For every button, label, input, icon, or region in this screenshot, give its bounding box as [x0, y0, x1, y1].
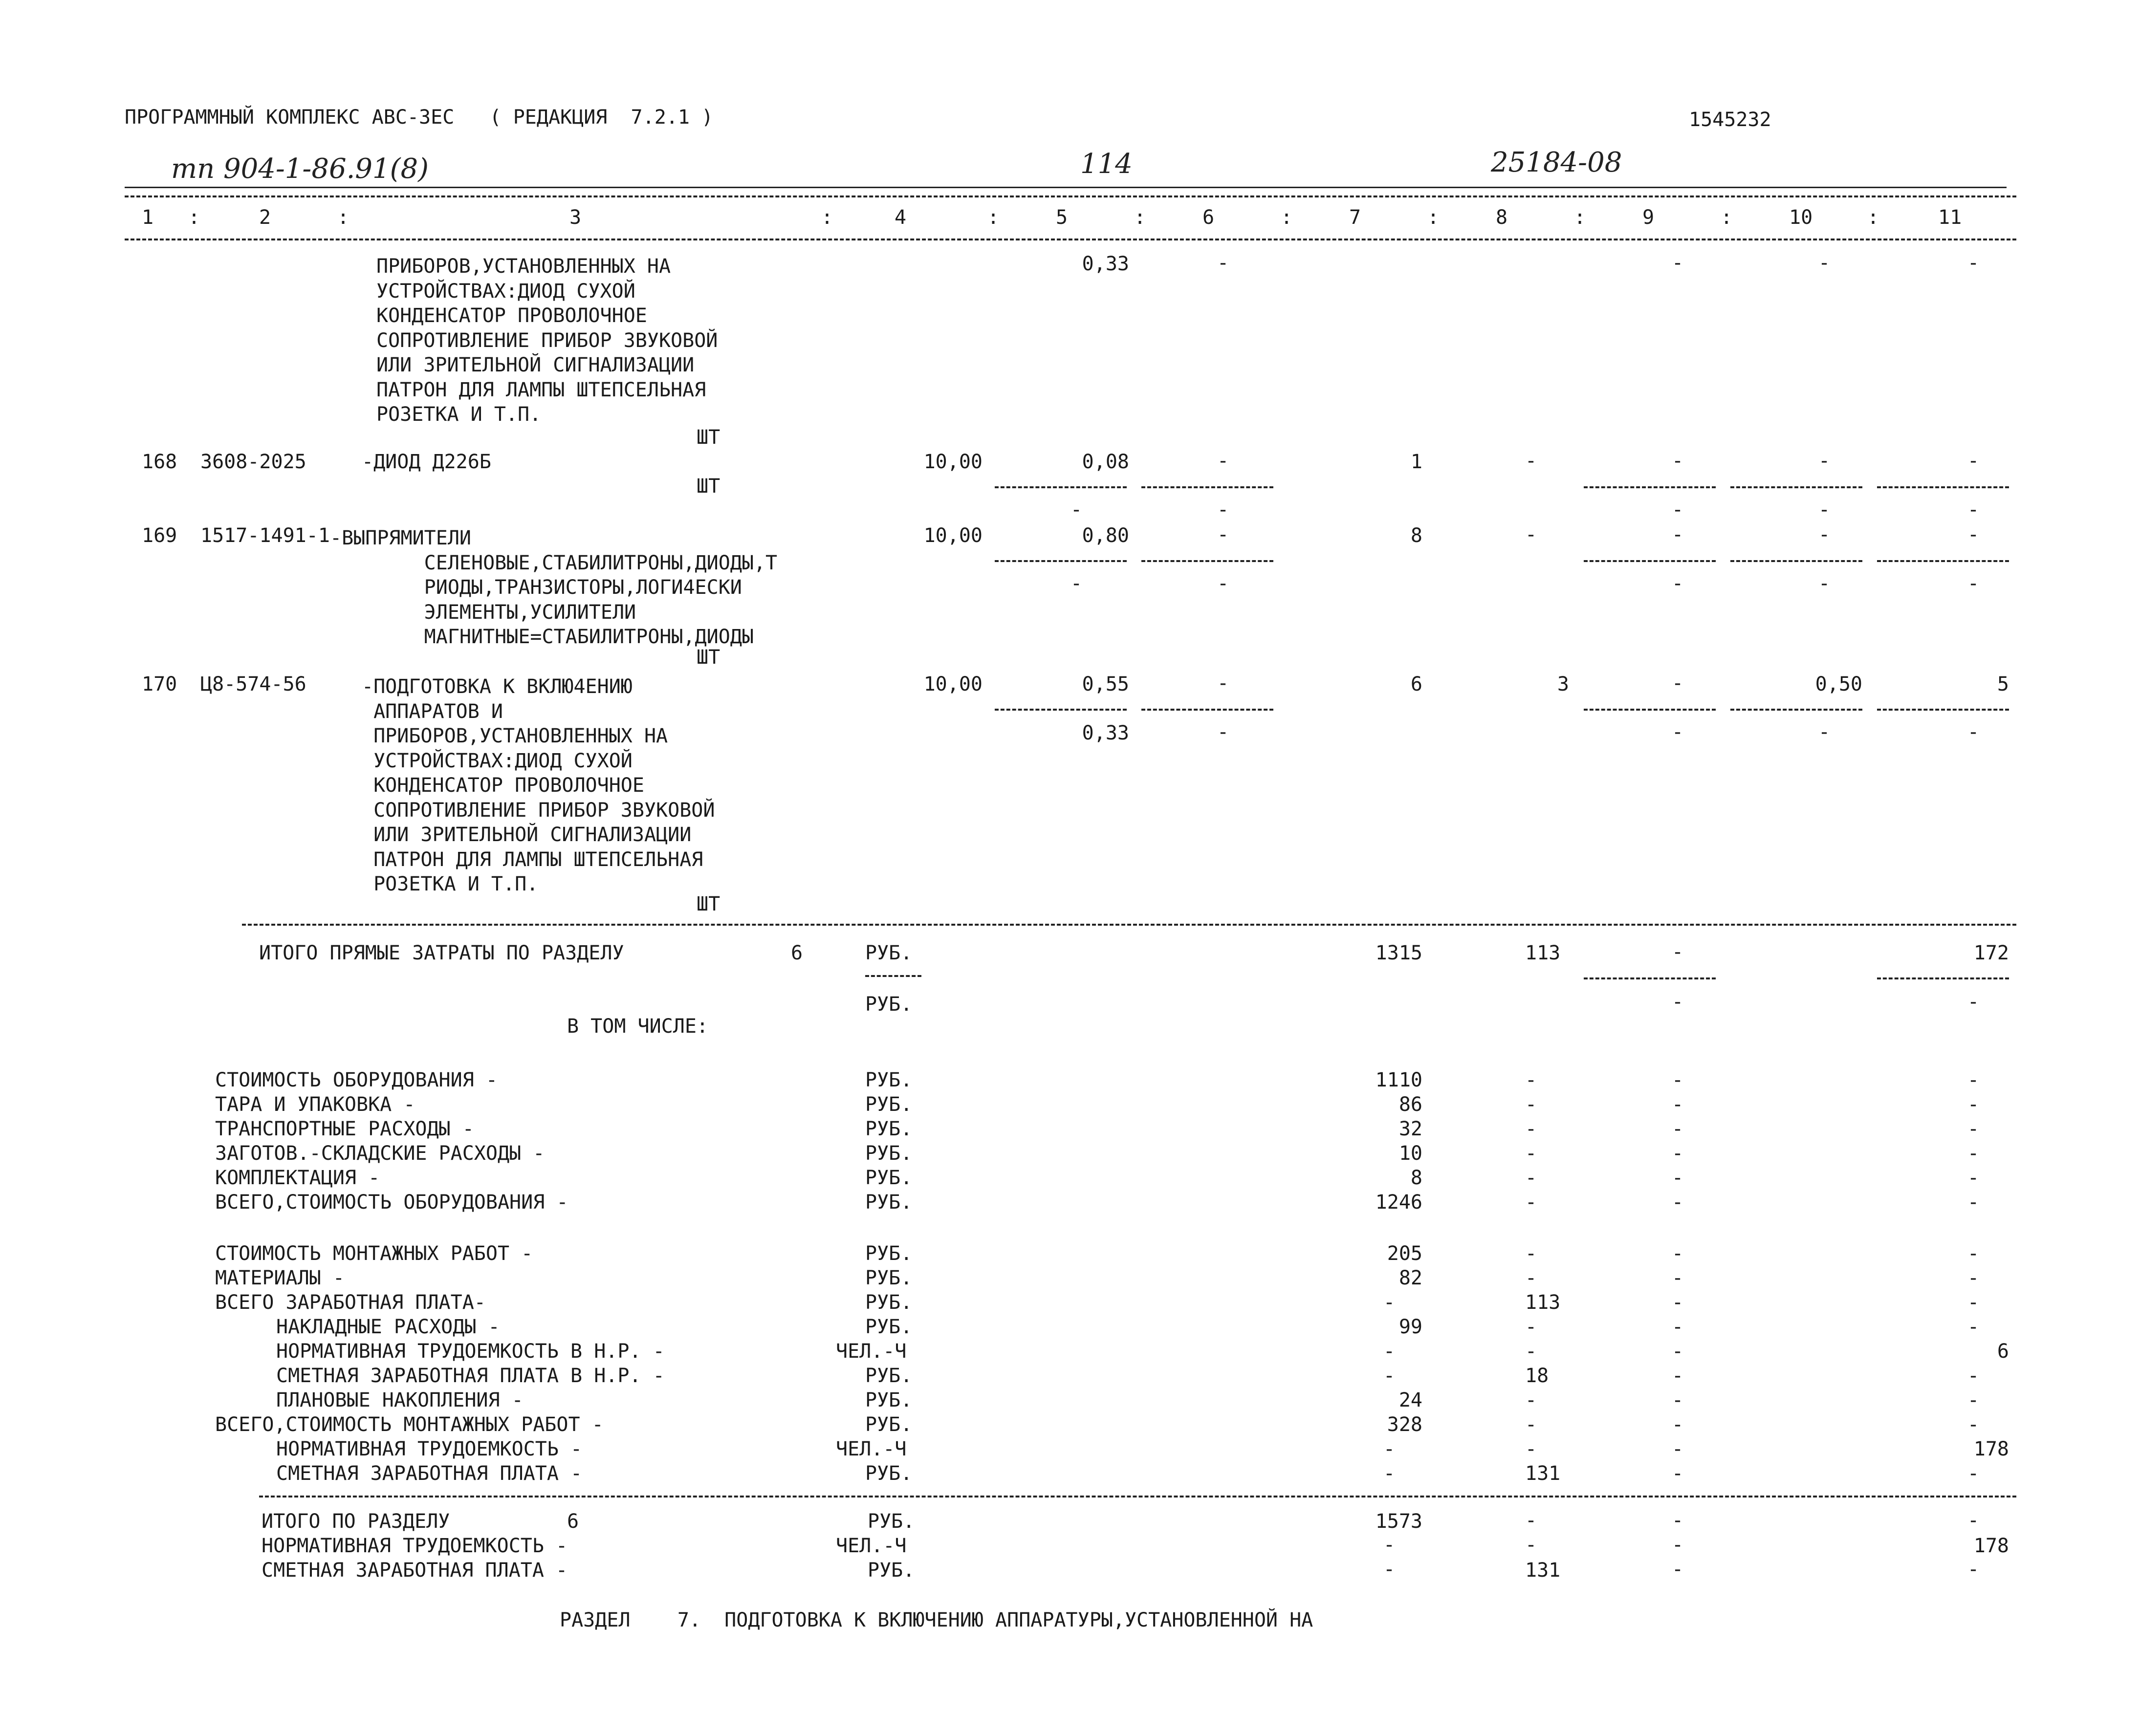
breakdown-unit: РУБ. [865, 1191, 913, 1214]
breakdown-c9: - [1672, 1069, 1684, 1091]
cell-c6: - [1217, 252, 1229, 274]
item-number: 169 [142, 524, 177, 547]
breakdown-c9: - [1672, 1438, 1684, 1460]
breakdown-c11: - [1967, 1267, 1980, 1289]
item-description: -ПОДГОТОВКА К ВКЛЮ4ЕНИЮ АППАРАТОВ И ПРИБОРОВ,УСТАНОВЛЕННЫХ НА УСТРОЙСТВАХ:ДИОД СУХОЙ КОНДЕНСАТОР ПРОВОЛОЧНОЕ СОПРОТИВЛЕНИЕ ПРИБОР ЗВУКОВОЙ ИЛИ ЗРИТЕЛЬНОЙ СИГНАЛИЗАЦИИ ПАТРОН ДЛЯ ЛАМПЫ ШТЕПСЕЛЬНАЯ РОЗЕТКА И Т.П. [362, 675, 715, 895]
direct-costs-c11: 172 [1973, 942, 2009, 964]
cell-divider [1584, 977, 1716, 979]
breakdown-unit: ЧЕЛ.-Ч [836, 1438, 907, 1460]
breakdown-unit: РУБ. [865, 1291, 913, 1314]
breakdown-label: ТАРА И УПАКОВКА - [215, 1093, 415, 1116]
handwritten-page-number: 114 [1080, 148, 1133, 180]
cell-c6-second: - [1217, 572, 1229, 595]
breakdown-c11: - [1967, 1093, 1980, 1116]
cell-divider [995, 709, 1127, 711]
breakdown-c11: - [1967, 1142, 1980, 1165]
breakdown-c11: - [1967, 1242, 1980, 1265]
col-5: 5 [1056, 206, 1068, 229]
breakdown-label: ПЛАНОВЫЕ НАКОПЛЕНИЯ - [276, 1389, 524, 1411]
col-sep: : [1721, 206, 1733, 229]
cell-c4: 10,00 [923, 451, 983, 473]
cell-c8: - [1525, 450, 1537, 472]
direct-costs-label: ИТОГО ПРЯМЫЕ ЗАТРАТЫ ПО РАЗДЕЛУ [259, 942, 624, 964]
breakdown-c7: 1246 [1375, 1191, 1422, 1214]
breakdown-c8: - [1525, 1242, 1537, 1265]
cell-c11-second: - [1967, 721, 1980, 743]
direct-costs-unit: РУБ. [865, 942, 913, 964]
cell-divider [1877, 709, 2009, 711]
col-sep: : [1574, 206, 1586, 229]
col-1: 1 [142, 206, 154, 229]
breakdown-c11: 178 [1973, 1438, 2009, 1460]
breakdown-c8: - [1525, 1413, 1537, 1436]
cell-c10-second: - [1818, 499, 1831, 521]
cell-divider [1584, 486, 1716, 488]
cell-c5-second: 0,33 [1082, 722, 1129, 744]
section-wage-c7: - [1383, 1558, 1396, 1581]
cell-c9: - [1672, 450, 1684, 472]
breakdown-unit: РУБ. [865, 1462, 913, 1485]
breakdown-unit: РУБ. [865, 1118, 913, 1140]
breakdown-label: НОРМАТИВНАЯ ТРУДОЕМКОСТЬ - [276, 1438, 583, 1460]
cell-c11-second: - [1967, 572, 1980, 595]
cell-c10: - [1818, 523, 1831, 546]
breakdown-c11: - [1967, 1069, 1980, 1091]
section-wage-c9: - [1672, 1558, 1684, 1581]
breakdown-c11: - [1967, 1365, 1980, 1387]
section-total-c11: - [1967, 1509, 1980, 1532]
cell-divider [865, 975, 921, 977]
breakdown-c7: - [1383, 1462, 1396, 1485]
direct-costs-unit-second: РУБ. [865, 993, 913, 1016]
cell-c4: 10,00 [923, 524, 983, 547]
section-wage-c11: - [1967, 1558, 1980, 1581]
breakdown-c8: - [1525, 1118, 1537, 1140]
cell-divider [1877, 486, 2009, 488]
breakdown-label: ВСЕГО,СТОИМОСТЬ МОНТАЖНЫХ РАБОТ - [215, 1413, 604, 1436]
section-total-c8: - [1525, 1509, 1537, 1532]
section-total-c9: - [1672, 1509, 1684, 1532]
cell-c5: 0,55 [1082, 673, 1129, 695]
breakdown-c9: - [1672, 1267, 1684, 1289]
cell-divider [1141, 560, 1273, 562]
breakdown-unit: РУБ. [865, 1069, 913, 1091]
section-labor-c9: - [1672, 1534, 1684, 1556]
item-code: 3608-2025 [200, 451, 306, 473]
breakdown-c8: - [1525, 1316, 1537, 1338]
breakdown-c7: 86 [1398, 1093, 1422, 1116]
section-wage-c8: 131 [1525, 1559, 1561, 1582]
breakdown-c11: 6 [1997, 1340, 2009, 1363]
section-labor-c8: - [1525, 1534, 1537, 1556]
breakdown-c8: - [1525, 1267, 1537, 1289]
cell-c5: 0,80 [1082, 524, 1129, 547]
breakdown-label: СМЕТНАЯ ЗАРАБОТНАЯ ПЛАТА В Н.Р. - [276, 1365, 665, 1387]
breakdown-label: МАТЕРИАЛЫ - [215, 1267, 345, 1289]
breakdown-label: НАКЛАДНЫЕ РАСХОДЫ - [276, 1316, 500, 1338]
col-10: 10 [1789, 206, 1813, 229]
item-unit: ШТ [697, 646, 721, 669]
cell-c6-second: - [1217, 721, 1229, 743]
breakdown-unit: РУБ. [865, 1413, 913, 1436]
program-title: ПРОГРАММНЫЙ КОМПЛЕКС АВС-3ЕС ( РЕДАКЦИЯ 7.2.1 ) [125, 106, 714, 129]
cell-c4: 10,00 [923, 673, 983, 695]
breakdown-label: СМЕТНАЯ ЗАРАБОТНАЯ ПЛАТА - [276, 1462, 583, 1485]
breakdown-c8: - [1525, 1340, 1537, 1363]
breakdown-c11: - [1967, 1316, 1980, 1338]
breakdown-label: ТРАНСПОРТНЫЕ РАСХОДЫ - [215, 1118, 474, 1140]
breakdown-c9: - [1672, 1389, 1684, 1411]
item-number: 168 [142, 451, 177, 473]
item-description: -ВЫПРЯМИТЕЛИ СЕЛЕНОВЫЕ,СТАБИЛИТРОНЫ,ДИОДЫ,Т РИОДЫ,ТРАНЗИСТОРЫ,ЛОГИ4ЕСКИ ЭЛЕМЕНТЫ,УСИЛИТЕЛИ МАГНИТНЫЕ=СТАБИЛИТРОНЫ,ДИОДЫ [330, 527, 778, 648]
cell-c11-second: - [1967, 499, 1980, 521]
breakdown-c7: - [1383, 1365, 1396, 1387]
cell-c7: 1 [1410, 451, 1422, 473]
breakdown-c9: - [1672, 1167, 1684, 1189]
direct-costs-c11-second: - [1967, 991, 1980, 1013]
breakdown-label: НОРМАТИВНАЯ ТРУДОЕМКОСТЬ В Н.Р. - [276, 1340, 665, 1363]
breakdown-c11: - [1967, 1413, 1980, 1436]
cell-divider [1730, 709, 1862, 711]
section-labor-c11: 178 [1973, 1535, 2009, 1557]
col-sep: : [1867, 206, 1879, 229]
section-total-label: ИТОГО ПО РАЗДЕЛУ [262, 1510, 450, 1533]
table-top-rule [125, 195, 2016, 197]
cell-c8: - [1525, 523, 1537, 546]
direct-costs-c9: - [1672, 941, 1684, 963]
breakdown-c9: - [1672, 1462, 1684, 1485]
section-total-unit: РУБ. [868, 1510, 915, 1533]
col-8: 8 [1496, 206, 1508, 229]
breakdown-c8: 18 [1525, 1365, 1549, 1387]
cell-divider [1584, 560, 1716, 562]
breakdown-unit: РУБ. [865, 1142, 913, 1165]
cell-c6: - [1217, 672, 1229, 694]
section-total-number: 6 [567, 1510, 579, 1533]
col-6: 6 [1202, 206, 1215, 229]
cell-c8: 3 [1557, 673, 1569, 695]
cell-c6: - [1217, 450, 1229, 472]
breakdown-unit: РУБ. [865, 1389, 913, 1411]
section-wage-label: СМЕТНАЯ ЗАРАБОТНАЯ ПЛАТА - [262, 1559, 568, 1582]
breakdown-label: ВСЕГО,СТОИМОСТЬ ОБОРУДОВАНИЯ - [215, 1191, 568, 1214]
item-name: -ДИОД Д226Б [362, 451, 491, 473]
cell-divider [1730, 560, 1862, 562]
item-number: 170 [142, 673, 177, 695]
section-wage-unit: РУБ. [868, 1559, 915, 1582]
breakdown-c7: 32 [1398, 1118, 1422, 1140]
section-labor-unit: ЧЕЛ.-Ч [836, 1535, 907, 1557]
cell-c11: - [1967, 523, 1980, 546]
col-sep: : [188, 206, 200, 229]
breakdown-c11: - [1967, 1167, 1980, 1189]
cell-c7: 8 [1410, 524, 1422, 547]
breakdown-unit: РУБ. [865, 1167, 913, 1189]
cell-c9: - [1672, 252, 1684, 274]
col-sep: : [1281, 206, 1293, 229]
direct-costs-c8: 113 [1525, 942, 1561, 964]
items-bottom-rule [242, 924, 2016, 926]
breakdown-c11: - [1967, 1191, 1980, 1214]
breakdown-c11: - [1967, 1291, 1980, 1314]
breakdown-c8: - [1525, 1167, 1537, 1189]
cell-c9: - [1672, 672, 1684, 694]
cell-c10-second: - [1818, 572, 1831, 595]
cell-divider [1584, 709, 1716, 711]
cell-c9: - [1672, 523, 1684, 546]
cell-c9-second: - [1672, 499, 1684, 521]
cell-c5: 0,33 [1082, 253, 1129, 275]
cell-c9-second: - [1672, 572, 1684, 595]
direct-costs-c7: 1315 [1375, 942, 1422, 964]
cell-c10: 0,50 [1815, 673, 1862, 695]
item-code: 1517-1491-1 [200, 524, 330, 547]
breakdown-c8: - [1525, 1191, 1537, 1214]
section-total-c7: 1573 [1375, 1510, 1422, 1533]
direct-costs-c9-second: - [1672, 991, 1684, 1013]
breakdown-c7: - [1383, 1340, 1396, 1363]
cell-divider [1141, 486, 1273, 488]
col-sep: : [337, 206, 349, 229]
breakdown-unit: РУБ. [865, 1093, 913, 1116]
breakdown-c7: 8 [1410, 1167, 1422, 1189]
cell-c5-second: - [1070, 572, 1083, 595]
cell-c11: - [1967, 450, 1980, 472]
including-heading: В ТОМ ЧИСЛЕ: [567, 1015, 708, 1038]
breakdown-c7: 24 [1398, 1389, 1422, 1411]
breakdown-c9: - [1672, 1340, 1684, 1363]
item-unit: ШТ [697, 475, 721, 498]
cell-divider [1877, 560, 2009, 562]
cell-c5: 0,08 [1082, 451, 1129, 473]
breakdown-c9: - [1672, 1191, 1684, 1214]
breakdown-c9: - [1672, 1365, 1684, 1387]
breakdown-label: СТОИМОСТЬ ОБОРУДОВАНИЯ - [215, 1069, 498, 1091]
col-3: 3 [569, 206, 582, 229]
cell-divider [1141, 709, 1273, 711]
breakdown-c11: - [1967, 1118, 1980, 1140]
document-number: 1545232 [1689, 108, 1771, 131]
breakdown-unit: РУБ. [865, 1267, 913, 1289]
col-sep: : [987, 206, 1000, 229]
breakdown-c9: - [1672, 1413, 1684, 1436]
handwritten-estimate-number: 25184-08 [1491, 147, 1622, 178]
col-sep: : [1427, 206, 1440, 229]
cell-c5-second: - [1070, 499, 1083, 521]
breakdown-c8: - [1525, 1069, 1537, 1091]
handwritten-underline [125, 187, 2007, 188]
cell-c10-second: - [1818, 721, 1831, 743]
handwritten-project-code: тп 904-1-86.91(8) [171, 153, 429, 185]
cell-divider [1730, 486, 1862, 488]
cell-c10: - [1818, 252, 1831, 274]
col-sep: : [821, 206, 833, 229]
breakdown-c9: - [1672, 1093, 1684, 1116]
section-labor-label: НОРМАТИВНАЯ ТРУДОЕМКОСТЬ - [262, 1535, 568, 1557]
cell-divider [995, 486, 1127, 488]
breakdown-unit: ЧЕЛ.-Ч [836, 1340, 907, 1363]
col-4: 4 [895, 206, 907, 229]
cell-divider [1877, 977, 2009, 979]
breakdown-c8: - [1525, 1389, 1537, 1411]
breakdown-c11: - [1967, 1389, 1980, 1411]
cell-c10: - [1818, 450, 1831, 472]
direct-costs-section: 6 [791, 942, 803, 964]
breakdown-c7: 205 [1387, 1242, 1422, 1265]
breakdown-c9: - [1672, 1118, 1684, 1140]
breakdown-label: СТОИМОСТЬ МОНТАЖНЫХ РАБОТ - [215, 1242, 533, 1265]
breakdown-c7: - [1383, 1438, 1396, 1460]
breakdown-c11: - [1967, 1462, 1980, 1485]
breakdown-c8: - [1525, 1142, 1537, 1165]
cell-c6: - [1217, 523, 1229, 546]
breakdown-unit: РУБ. [865, 1316, 913, 1338]
col-7: 7 [1349, 206, 1361, 229]
item-unit: ШТ [697, 426, 721, 449]
breakdown-c8: 131 [1525, 1462, 1561, 1485]
breakdown-c7: 99 [1398, 1316, 1422, 1338]
breakdown-unit: РУБ. [865, 1365, 913, 1387]
breakdown-c8: - [1525, 1093, 1537, 1116]
breakdown-unit: РУБ. [865, 1242, 913, 1265]
item-unit: ШТ [697, 893, 721, 915]
breakdown-label: ВСЕГО ЗАРАБОТНАЯ ПЛАТА- [215, 1291, 486, 1314]
breakdown-c8: - [1525, 1438, 1537, 1460]
breakdown-c7: 82 [1398, 1267, 1422, 1289]
section-total-rule [259, 1496, 2016, 1497]
breakdown-c8: 113 [1525, 1291, 1561, 1314]
item-code: Ц8-574-56 [200, 673, 306, 695]
breakdown-c7: 10 [1398, 1142, 1422, 1165]
next-section-heading: РАЗДЕЛ 7. ПОДГОТОВКА К ВКЛЮЧЕНИЮ АППАРАТУРЫ,УСТАНОВЛЕННОЙ НА [560, 1609, 1313, 1631]
breakdown-c9: - [1672, 1142, 1684, 1165]
breakdown-label: КОМПЛЕКТАЦИЯ - [215, 1167, 380, 1189]
breakdown-c9: - [1672, 1242, 1684, 1265]
col-2: 2 [259, 206, 271, 229]
header-bottom-rule [125, 239, 2016, 240]
cell-c7: 6 [1410, 673, 1422, 695]
cell-divider [995, 560, 1127, 562]
col-sep: : [1134, 206, 1146, 229]
breakdown-c7: - [1383, 1291, 1396, 1314]
item-description: ПРИБОРОВ,УСТАНОВЛЕННЫХ НА УСТРОЙСТВАХ:ДИОД СУХОЙ КОНДЕНСАТОР ПРОВОЛОЧНОЕ СОПРОТИВЛЕНИЕ ПРИБОР ЗВУКОВОЙ ИЛИ ЗРИТЕЛЬНОЙ СИГНАЛИЗАЦИИ ПАТРОН ДЛЯ ЛАМПЫ ШТЕПСЕЛЬНАЯ РОЗЕТКА И Т.П. [376, 255, 718, 426]
breakdown-c9: - [1672, 1316, 1684, 1338]
breakdown-c7: 328 [1387, 1413, 1422, 1436]
cell-c9-second: - [1672, 721, 1684, 743]
breakdown-label: ЗАГОТОВ.-СКЛАДСКИЕ РАСХОДЫ - [215, 1142, 545, 1165]
cell-c11: 5 [1997, 673, 2009, 695]
col-11: 11 [1938, 206, 1962, 229]
cell-c6-second: - [1217, 499, 1229, 521]
breakdown-c9: - [1672, 1291, 1684, 1314]
section-labor-c7: - [1383, 1534, 1396, 1556]
cell-c11: - [1967, 252, 1980, 274]
col-9: 9 [1642, 206, 1655, 229]
breakdown-c7: 1110 [1375, 1069, 1422, 1091]
